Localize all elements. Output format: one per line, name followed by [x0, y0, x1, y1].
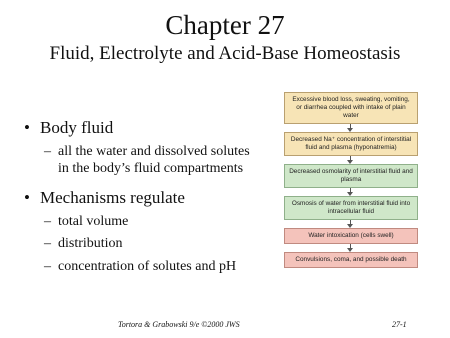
bullet-text: Body fluid [40, 118, 114, 137]
sub-bullet-marker: – [44, 259, 51, 275]
sub-bullet-marker: – [44, 236, 51, 252]
down-arrow-icon [284, 244, 418, 252]
hyponatremia-flowchart [284, 92, 418, 268]
bullet-list [24, 118, 284, 276]
sub-bullet-text: distribution [58, 236, 123, 252]
sub-bullet-text: total volume [58, 213, 129, 229]
down-arrow-icon [284, 220, 418, 228]
bullet-marker: • [24, 187, 30, 207]
slide-title [0, 10, 450, 65]
chapter-subtitle: Fluid, Electrolyte and Acid-Base Homeostasis [49, 43, 401, 65]
sub-bullet-text: all the water and dissolved solutes [58, 144, 250, 159]
flow-box-cause: Excessive blood loss, sweating, vomiting, or diarrhea coupled with intake of plain water [284, 92, 418, 124]
sub-bullet-text: in the body’s fluid compartments [58, 160, 244, 176]
sub-bullet-marker: – [44, 213, 51, 229]
sub-bullet-item [24, 236, 284, 253]
slide-number: 27-1 [392, 320, 407, 329]
bullet-item [24, 188, 284, 208]
bullet-text: Mechanisms regulate [40, 187, 185, 207]
down-arrow-icon [284, 188, 418, 196]
sub-bullet-item [24, 259, 284, 276]
sub-bullet-text: concentration of solutes and pH [58, 259, 237, 275]
down-arrow-icon [284, 124, 418, 132]
sub-bullet-marker: – [44, 144, 51, 159]
bullet-marker: • [24, 118, 30, 137]
flow-box-osmosis: Osmosis of water from interstitial fluid into intracellular fluid [284, 196, 418, 220]
footer-credit: Tortora & Grabowski 9/e ©2000 JWS [118, 320, 240, 329]
bullet-item [24, 118, 284, 138]
flow-box-osmolarity: Decreased osmolarity of interstitial fluid and plasma [284, 164, 418, 188]
sub-bullet-item [24, 214, 284, 231]
chapter-heading: Chapter 27 [165, 10, 285, 40]
flow-box-intoxication: Water intoxication (cells swell) [284, 228, 418, 244]
flow-box-hyponatremia: Decreased Na⁺ concentration of interstitial fluid and plasma (hyponatremia) [284, 132, 418, 156]
sub-bullet-item [24, 144, 284, 178]
down-arrow-icon [284, 156, 418, 164]
flow-box-outcome: Convulsions, coma, and possible death [284, 252, 418, 268]
